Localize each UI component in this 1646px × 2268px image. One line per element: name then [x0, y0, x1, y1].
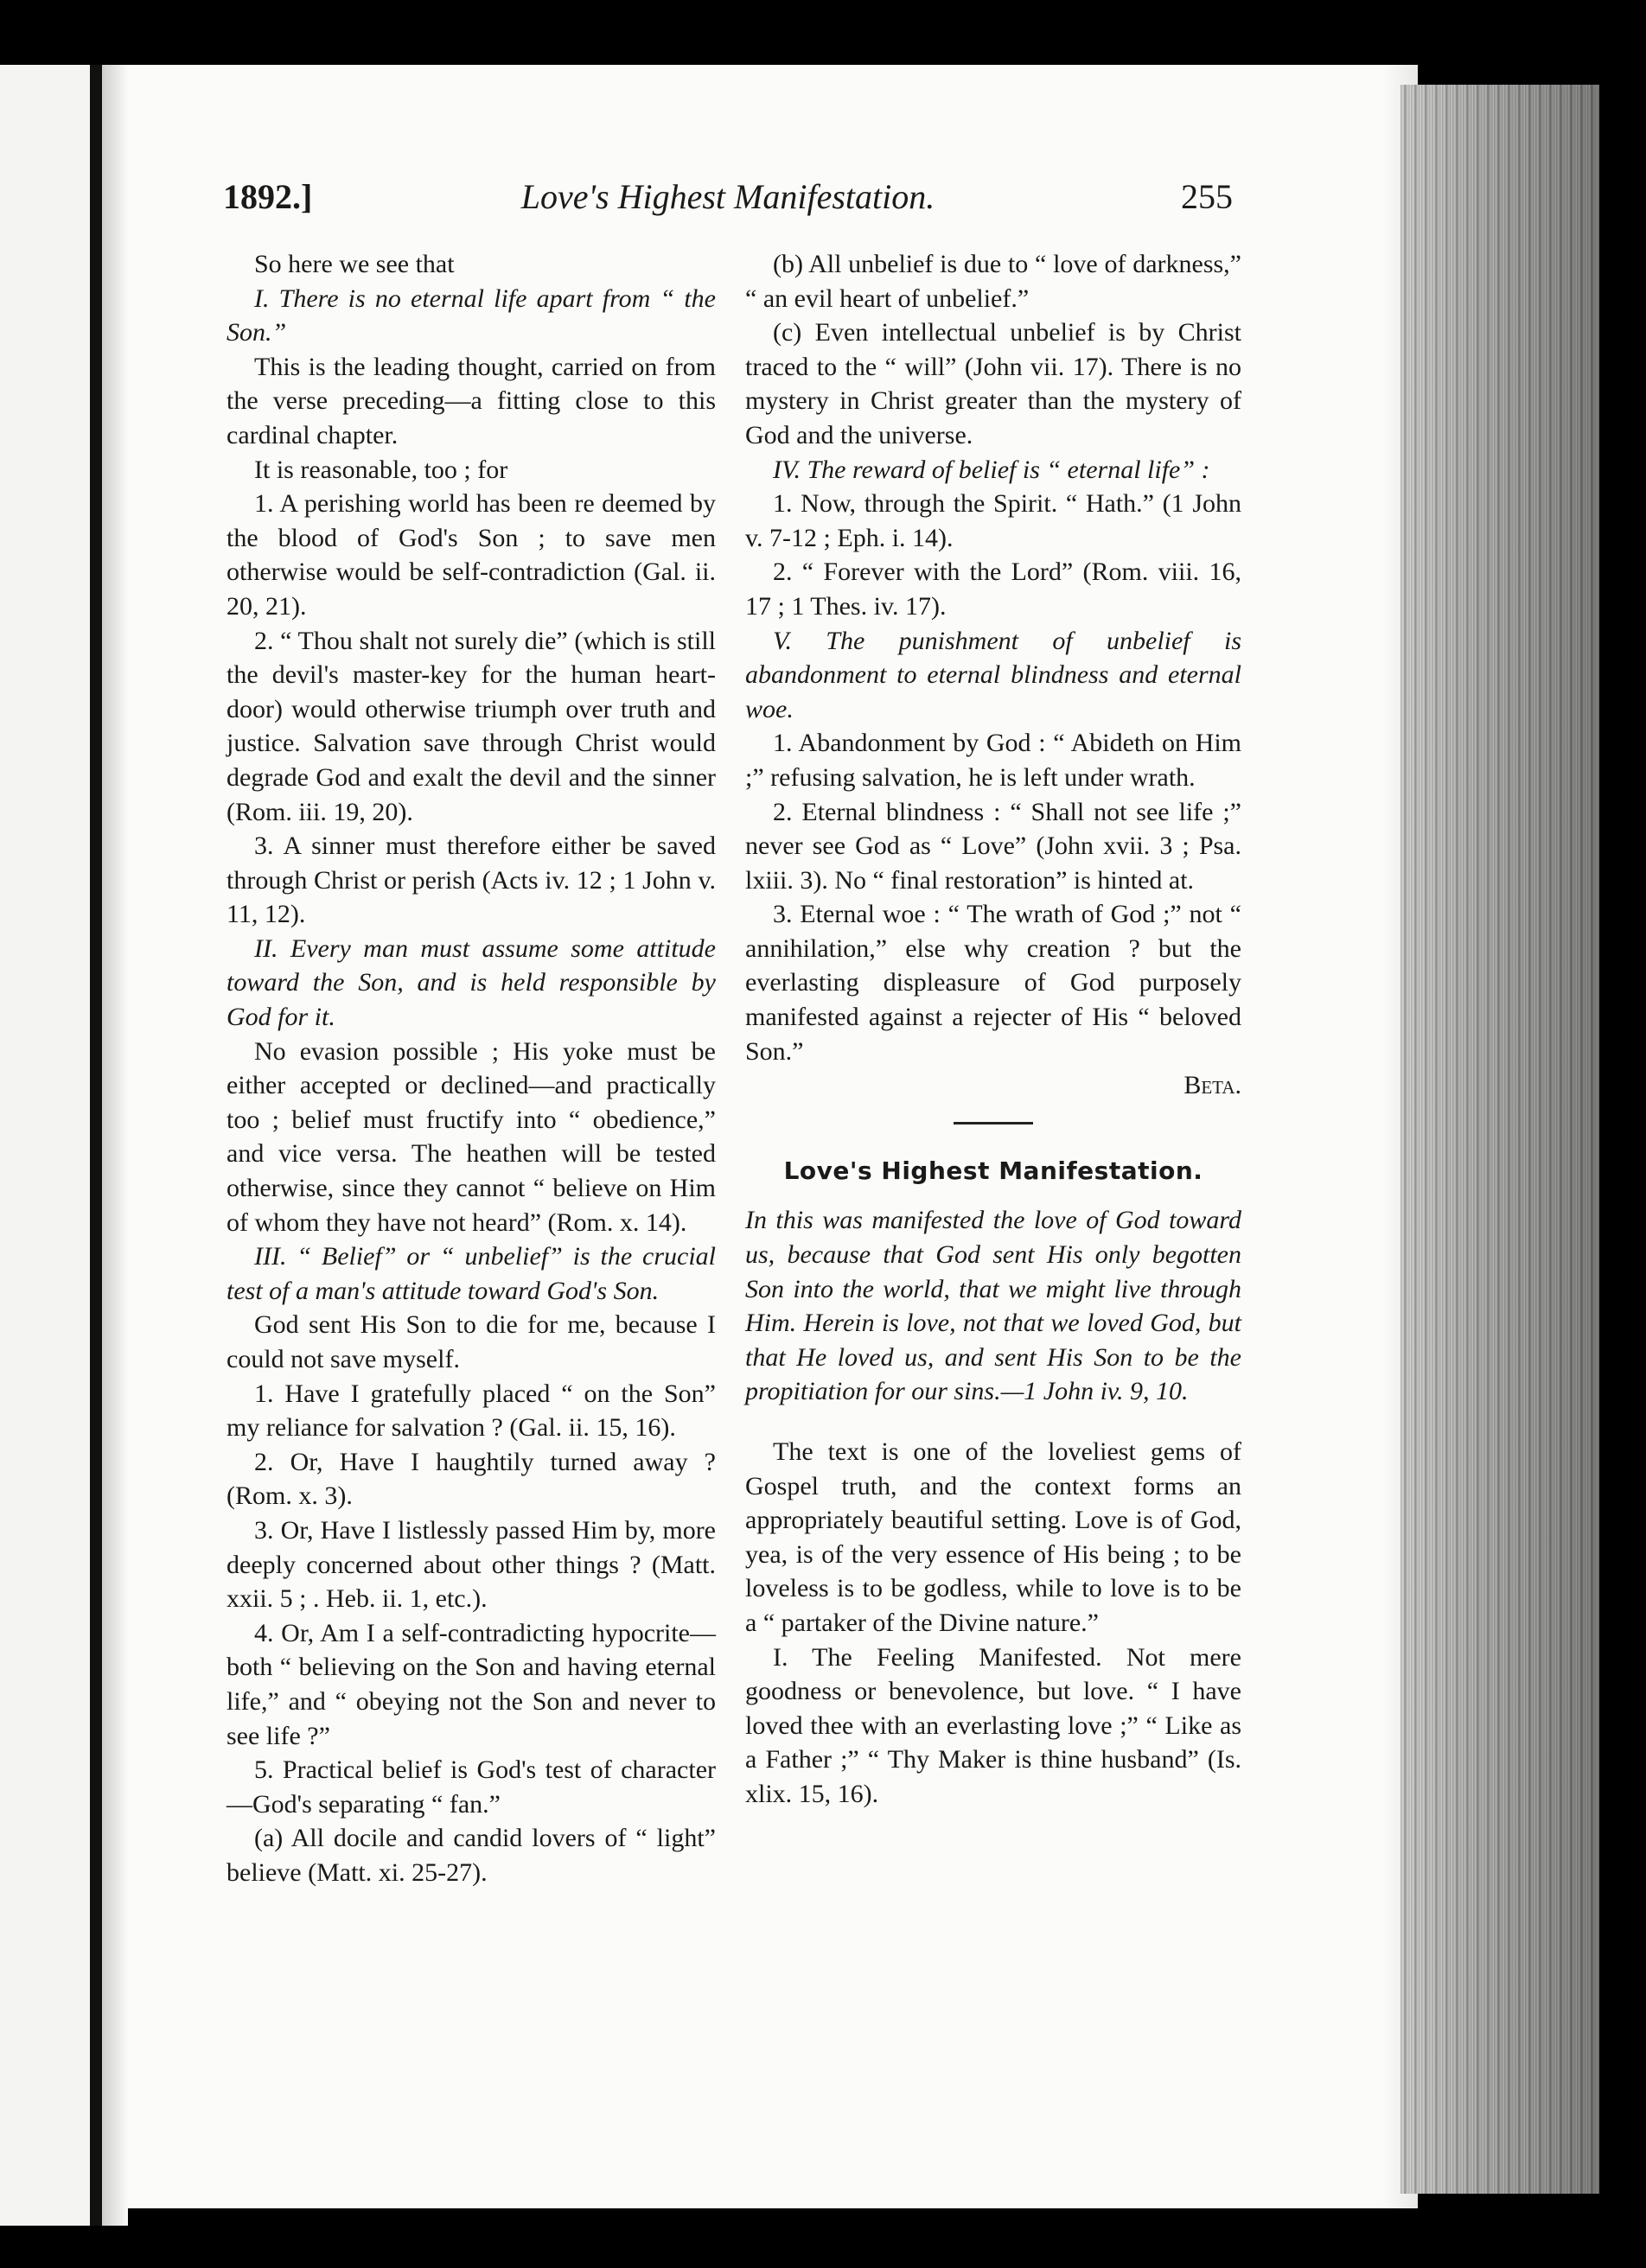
paragraph: 4. Or, Am I a self-contradicting hypocrite—both “ believing on the Son and having eternal life,” and “ obeying not the Son and never to see life ?” — [226, 1618, 716, 1750]
paragraph: (a) All docile and candid lovers of “ light” believe (Matt. xi. 25-27). — [226, 1824, 716, 1887]
heading-point-5: V. The punishment of unbelief is abandonment to eternal blindness and eternal woe. — [745, 626, 1241, 723]
header-year: 1892.] — [223, 177, 313, 216]
paragraph: This is the leading thought, carried on from the verse preceding—a fitting close to this cardinal chapter. — [226, 352, 716, 449]
paragraph: I. The Feeling Manifested. Not mere goodness or benevolence, but love. “ I have loved thee with an everlasting love ;” “ Like as a Father ;” “ Thy Maker is thine husband” (Is. xlix. 15, 16). — [745, 1642, 1241, 1808]
paragraph: 1. A perishing world has been re deemed by the blood of God's Son ; to save men otherwise would be self-contradiction (Gal. ii. 20, 21). — [226, 489, 716, 621]
paragraph: 3. Eternal woe : “ The wrath of God ;” not “ annihilation,” else why creation ? but the everlasting displeasure of God purposely manifested against a rejecter of His “ beloved Son.” — [745, 900, 1241, 1066]
paragraph: 2. “ Forever with the Lord” (Rom. viii. 16, 17 ; 1 Thes. iv. 17). — [745, 557, 1241, 621]
heading-point-2: II. Every man must assume some attitude toward the Son, and is held responsible by God for it. — [226, 933, 716, 1032]
author-signature: Beta. — [1183, 1071, 1241, 1100]
paragraph: So here we see that — [254, 250, 455, 278]
paragraph: 2. “ Thou shalt not surely die” (which is still the devil's master-key for the human heart-door) would otherwise triumph over truth and justice. Salvation save through Christ would degrade God and exalt the devil and the sinner (Rom. iii. 19, 20). — [226, 626, 716, 826]
gutter-shade — [102, 65, 128, 2226]
paragraph: 2. Eternal blindness : “ Shall not see life ;” never see God as “ Love” (John xvii. 3 ; Psa. lxiii. 3). No “ final restoration” is hinted at. — [745, 797, 1241, 895]
heading-point-1: I. There is no eternal life apart from “ the Son.” — [226, 284, 716, 347]
paragraph: 3. A sinner must therefore either be saved through Christ or perish (Acts iv. 12 ; 1 John v. 11, 12). — [226, 831, 716, 929]
binding-shadow — [90, 65, 102, 2226]
running-header — [223, 171, 1233, 223]
facing-page — [0, 65, 97, 2226]
heading-point-4: IV. The reward of belief is “ eternal life” : — [773, 455, 1210, 484]
page-number: 255 — [1181, 177, 1233, 216]
left-column — [226, 247, 716, 1890]
paragraph: 1. Abandonment by God : “ Abideth on Him ;” refusing salvation, he is left under wrath. — [745, 729, 1241, 792]
paragraph: 2. Or, Have I haughtily turned away ? (Rom. x. 3). — [226, 1447, 716, 1511]
section-title: Love's Highest Manifestation. — [783, 1156, 1203, 1185]
section-divider — [954, 1122, 1033, 1124]
paragraph: God sent His Son to die for me, because I could not save myself. — [226, 1310, 716, 1373]
paragraph: (b) All unbelief is due to “ love of darkness,” “ an evil heart of unbelief.” — [745, 250, 1241, 313]
epigraph: In this was manifested the love of God toward us, because that God sent His only begotten Son into the world, that we might live through Him. Herein is love, not that we loved God, but that He loved us, and sent His Son to be the propitiation for our sins.—1 John iv. 9, 10. — [745, 1206, 1241, 1406]
paragraph: 5. Practical belief is God's test of character—God's separating “ fan.” — [226, 1755, 716, 1819]
paragraph: It is reasonable, too ; for — [254, 455, 508, 484]
right-column — [745, 247, 1241, 1812]
paragraph: (c) Even intellectual unbelief is by Christ traced to the “ will” (John vii. 17). There is no mystery in Christ greater than the mystery of God and the universe. — [745, 318, 1241, 449]
heading-point-3: III. “ Belief” or “ unbelief” is the crucial test of a man's attitude toward God's Son. — [226, 1242, 716, 1305]
header-title: Love's Highest Manifestation. — [520, 177, 935, 216]
paragraph: The text is one of the loveliest gems of Gospel truth, and the context forms an appropriately beautiful setting. Love is of God, yea, is of the very essence of His being ; to be loveless is to be godless, while to love is to be a “ partaker of the Divine nature.” — [745, 1437, 1241, 1637]
page-block-edges — [1400, 85, 1599, 2194]
paragraph: 3. Or, Have I listlessly passed Him by, more deeply concerned about other things ? (Matt. xxii. 5 ; . Heb. ii. 1, etc.). — [226, 1515, 716, 1614]
paragraph: No evasion possible ; His yoke must be either accepted or declined—and practically too ; belief must fructify into “ obedience,” and vice versa. The heathen will be tested otherwise, since they cannot “ believe on Him of whom they have not heard” (Rom. x. 14). — [226, 1036, 716, 1237]
paragraph: 1. Now, through the Spirit. “ Hath.” (1 John v. 7-12 ; Eph. i. 14). — [745, 489, 1241, 552]
paragraph: 1. Have I gratefully placed “ on the Son” my reliance for salvation ? (Gal. ii. 15, 16). — [226, 1379, 716, 1443]
